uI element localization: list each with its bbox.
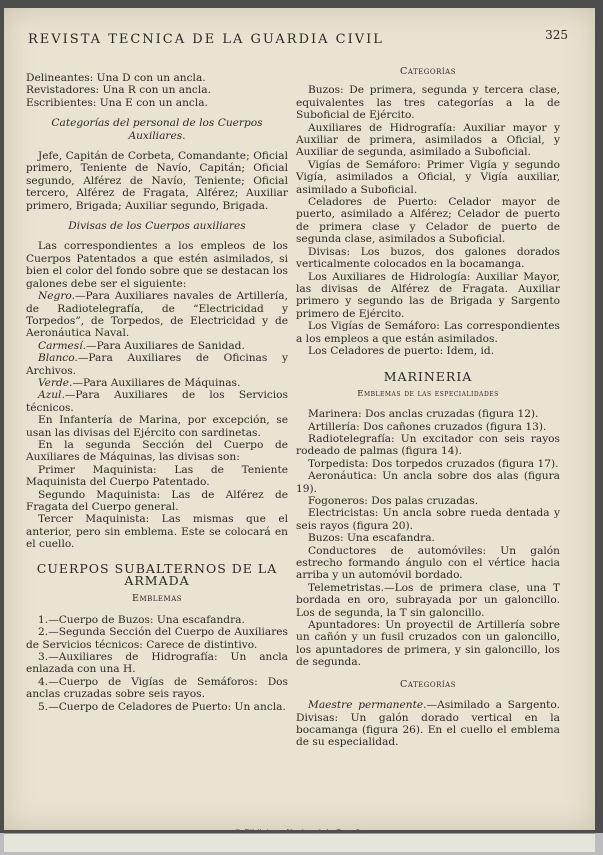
list-item: Conductores de automóviles: Un galón estrecho formando ángulo con el vértice hacia arriba y un automóvil bordado. [296, 544, 560, 582]
page-number: 325 [545, 28, 568, 42]
list-item [26, 290, 288, 340]
right-column [296, 66, 560, 749]
color-name: Verde. [38, 376, 73, 389]
color-text: —Para Auxiliares navales de Artillería, de Radiotelegrafía, de “Electricidad y Torpedos”, de Torpedos, de Electricidad y de Aeronáutica Naval. [26, 290, 288, 340]
list-item: Fogoneros: Dos palas cruzadas. [308, 495, 479, 507]
section-heading: MARINERIA [383, 369, 473, 385]
sub-heading: Categorías [399, 66, 456, 77]
paragraph: Las correspondientes a los empleos de los Cuerpos Patentados a que estén asimilados, si bien el color del fondo sobre que se destacan los galones debe ser el siguiente: [26, 240, 288, 290]
paragraph: Buzos: De primera, segunda y tercera clase, equivalentes las tres categorías a la de Suboficial de Ejército. [296, 84, 560, 122]
list-item: Electricistas: Un ancla sobre rueda dentada y seis rayos (figura 20). [296, 507, 560, 532]
rank-name: Maestre permanente. [308, 699, 427, 712]
color-name: Negro. [38, 290, 75, 303]
list-item [26, 389, 288, 414]
color-name: Azul. [38, 389, 65, 402]
list-item: Buzos: Una escafandra. [308, 532, 435, 545]
page-header [28, 28, 568, 52]
list-item: Telemetristas.—Los de primera clase, una T bordada en oro, subrayada por un galoncillo. Los de segunda, la T sin galoncillo. [296, 581, 560, 619]
paragraph: En Infantería de Marina, por excepción, se usan las divisas del Ejército con sardinetas. [26, 414, 288, 439]
section-heading: Divisas de los Cuerpos auxiliares [68, 220, 246, 233]
paragraph: Los Vigías de Semáforo: Las correspondientes a los empleos a que están asimilados. [296, 320, 560, 345]
list-item: Primer Maquinista: Las de Teniente Maquinista del Cuerpo Patentado. [26, 463, 288, 489]
list-item: 1.—Cuerpo de Buzos: Una escafandra. [38, 613, 245, 626]
list-item: Segundo Maquinista: Las de Alférez de Fragata del Cuerpo general. [26, 488, 288, 513]
list-item: 4.—Cuerpo de Vigías de Semáforos: Dos anclas cruzadas sobre seis rayos. [26, 675, 288, 701]
paragraph [296, 699, 560, 749]
color-text: —Para Auxiliares de Sanidad. [86, 339, 245, 352]
list-item: 5.—Cuerpo de Celadores de Puerto: Un ancla. [38, 700, 286, 713]
list-item: 3.—Auxiliares de Hidrografía: Un ancla enlazada con una H. [26, 651, 288, 676]
color-name: Carmesí. [38, 339, 86, 352]
sub-heading: Categorías [399, 678, 456, 690]
rank-text: —Asimilado a Sargento. Divisas: Un galón dorado vertical en la bocamanga (figura 26). En el cuello el emblema de su especialidad. [296, 699, 560, 749]
list-item: Aeronáutica: Un ancla sobre dos alas (figura 19). [296, 470, 560, 495]
color-text: —Para Auxiliares de Oficinas y Archivos. [26, 352, 288, 377]
paragraph: Vigías de Semáforo: Primer Vigía y segundo Vigía, asimilados a Oficial, y Vigía auxiliar, asimilado a Suboficial. [296, 158, 560, 196]
list-item: 2.—Segunda Sección del Cuerpo de Auxiliares de Servicios técnicos: Carece de distintivo. [26, 626, 288, 651]
paragraph: Escribientes: Una E con un ancla. [26, 96, 208, 109]
section-heading: CUERPOS SUBALTERNOS DE LA ARMADA [36, 560, 278, 589]
list-item [26, 340, 288, 352]
list-item [26, 377, 288, 389]
list-item: Artillería: Dos cañones cruzados (figura 13). [308, 420, 547, 433]
paragraph: Revistadores: Una R con un ancla. [26, 84, 211, 97]
list-item: Tercer Maquinista: Las mismas que el anterior, pero sin emblema. Este se colocará en el cuello. [26, 513, 288, 551]
viewer-bottom-strip [0, 833, 603, 855]
sub-heading: Emblemas de las especialidades [357, 388, 499, 399]
paragraph: Delineantes: Una D con un ancla. [26, 72, 206, 84]
list-item: Radiotelegrafía: Un excitador con seis rayos rodeado de palmas (figura 14). [296, 432, 560, 458]
list-item: Marinera: Dos anclas cruzadas (figura 12). [308, 408, 539, 421]
paragraph: Divisas: Los buzos, dos galones dorados verticalmente colocados en la bocamanga. [296, 245, 560, 271]
color-text: —Para Auxiliares de los Servicios técnicos. [26, 389, 288, 414]
paragraph: En la segunda Sección del Cuerpo de Auxiliares de Máquinas, las divisas son: [26, 438, 288, 464]
list-item: Apuntadores: Un proyectil de Artillería sobre un cañón y un fusil cruzados con un galoncillo, los apuntadores de primera, y sin galoncillo, los de segunda. [296, 619, 560, 669]
sub-heading: Emblemas [131, 593, 183, 605]
list-item: Torpedista: Dos torpedos cruzados (figura 17). [308, 457, 559, 470]
running-title: REVISTA TECNICA DE LA GUARDIA CIVIL [28, 32, 384, 47]
document-page [4, 8, 595, 830]
paragraph: Los Celadores de puerto: Idem, id. [308, 344, 495, 357]
list-item [26, 352, 288, 377]
section-heading: Categorías del personal de los Cuerpos Auxiliares. [51, 117, 263, 142]
left-column [26, 72, 288, 713]
paragraph: Los Auxiliares de Hidrología: Auxiliar Mayor, las divisas de Alférez de Fragata. Auxiliar primero y segundo las de Brigada y Sargento primero de Ejército. [296, 270, 560, 320]
paragraph: Celadores de Puerto: Celador mayor de puerto, asimilado a Alférez; Celador de puerto de primera clase y Celador de puerto de segunda clase, asimilados a Suboficial. [296, 196, 560, 246]
color-text: —Para Auxiliares de Máquinas. [72, 376, 241, 389]
paragraph: Jefe, Capitán de Corbeta, Comandante; Oficial primero, Teniente de Navío, Capitán; Oficial segundo, Alférez de Navío, Teniente; Oficial tercero, Alférez de Fragata, Alférez; Auxiliar primero, Brigada; Auxiliar segundo, Brigada. [26, 150, 288, 212]
color-name: Blanco. [38, 352, 78, 365]
paragraph: Auxiliares de Hidrografía: Auxiliar mayor y Auxiliar de primera, asimilados a Oficial, y Auxiliar de segunda, asimilado a Suboficial. [296, 121, 560, 159]
